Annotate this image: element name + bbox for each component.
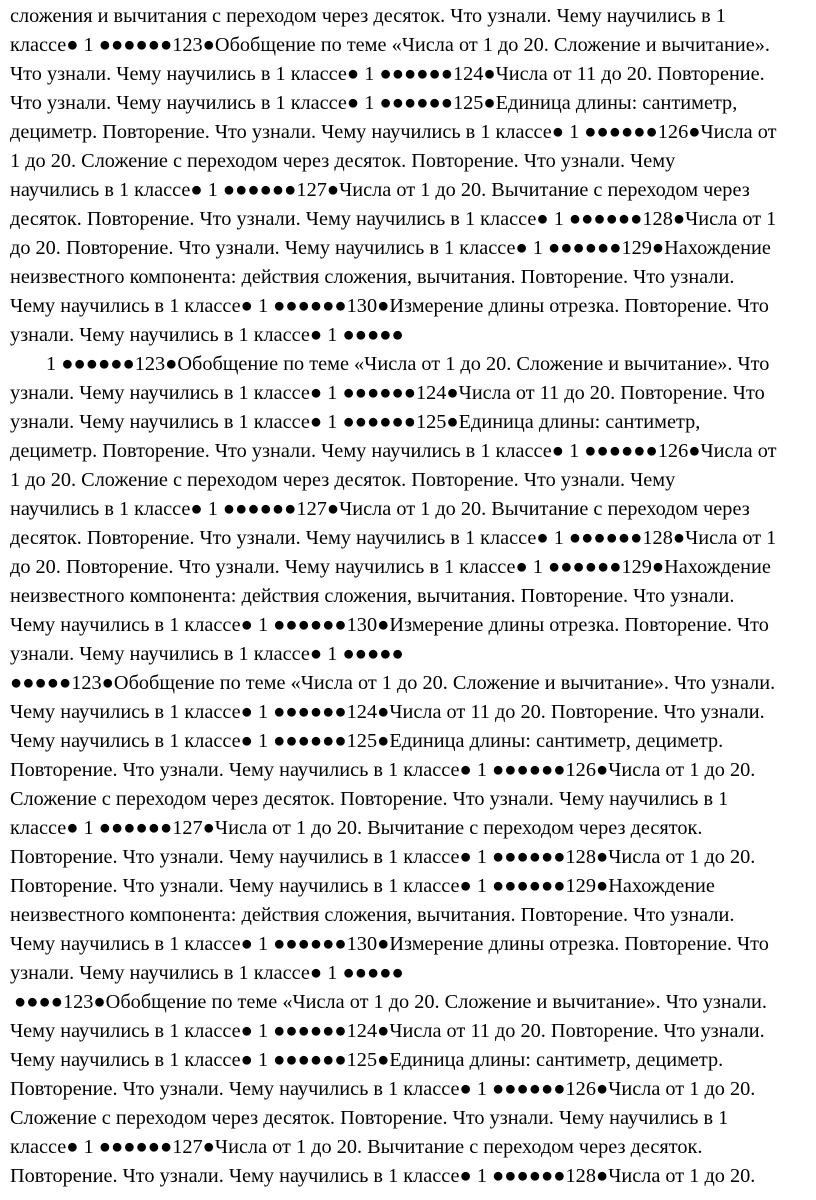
text-line: Чему научились в 1 классе● 1 ●●●●●●125●Единица длины: сантиметр, дециметр.	[10, 730, 724, 752]
text-line: Чему научились в 1 классе● 1 ●●●●●●125●Единица длины: сантиметр, дециметр.	[10, 1049, 724, 1071]
text-line: Повторение. Что узнали. Чему научились в 1 классе● 1 ●●●●●●126●Числа от 1 до 20.	[10, 759, 756, 781]
text-line: ●●●●123●Обобщение по теме «Числа от 1 до 20. Сложение и вычитание». Что узнали.	[14, 991, 767, 1013]
text-line: научились в 1 классе● 1 ●●●●●●127●Числа от 1 до 20. Вычитание с переходом через	[10, 179, 750, 201]
text-line: Чему научились в 1 классе● 1 ●●●●●●124●Числа от 11 до 20. Повторение. Что узнали.	[10, 1020, 765, 1042]
text-line: дециметр. Повторение. Что узнали. Чему научились в 1 классе● 1 ●●●●●●126●Числа от	[10, 121, 777, 143]
text-line: неизвестного компонента: действия сложения, вычитания. Повторение. Что узнали.	[10, 266, 735, 288]
text-line: Повторение. Что узнали. Чему научились в 1 классе● 1 ●●●●●●128●Числа от 1 до 20.	[10, 846, 756, 868]
text-line: узнали. Чему научились в 1 классе● 1 ●●●●●	[10, 324, 404, 346]
text-line: до 20. Повторение. Что узнали. Чему научились в 1 классе● 1 ●●●●●●129●Нахождение	[10, 556, 771, 578]
text-line: неизвестного компонента: действия сложения, вычитания. Повторение. Что узнали.	[10, 904, 735, 926]
text-line: Сложение с переходом через десяток. Повторение. Что узнали. Чему научились в 1	[10, 1107, 729, 1129]
text-line: Что узнали. Чему научились в 1 классе● 1 ●●●●●●124●Числа от 11 до 20. Повторение.	[10, 63, 765, 85]
text-line: до 20. Повторение. Что узнали. Чему научились в 1 классе● 1 ●●●●●●129●Нахождение	[10, 237, 771, 259]
text-line: узнали. Чему научились в 1 классе● 1 ●●●●●●124●Числа от 11 до 20. Повторение. Что	[10, 382, 765, 404]
text-line: Чему научились в 1 классе● 1 ●●●●●●124●Числа от 11 до 20. Повторение. Что узнали.	[10, 701, 765, 723]
text-line: десяток. Повторение. Что узнали. Чему научились в 1 классе● 1 ●●●●●●128●Числа от 1	[10, 208, 777, 230]
text-line: сложения и вычитания с переходом через десяток. Что узнали. Чему научились в 1	[10, 5, 726, 27]
text-line: ●●●●●123●Обобщение по теме «Числа от 1 до 20. Сложение и вычитание». Что узнали.	[10, 672, 776, 694]
text-line: Повторение. Что узнали. Чему научились в 1 классе● 1 ●●●●●●129●Нахождение	[10, 875, 715, 897]
text-line: научились в 1 классе● 1 ●●●●●●127●Числа от 1 до 20. Вычитание с переходом через	[10, 498, 750, 520]
text-line: классе● 1 ●●●●●●127●Числа от 1 до 20. Вычитание с переходом через десяток.	[10, 1136, 703, 1158]
text-line: 1 до 20. Сложение с переходом через десяток. Повторение. Что узнали. Чему	[10, 469, 676, 491]
text-line: неизвестного компонента: действия сложения, вычитания. Повторение. Что узнали.	[10, 585, 735, 607]
text-line: классе● 1 ●●●●●●127●Числа от 1 до 20. Вычитание с переходом через десяток.	[10, 817, 703, 839]
text-line: классе● 1 ●●●●●●123●Обобщение по теме «Числа от 1 до 20. Сложение и вычитание».	[10, 34, 770, 56]
text-line: Чему научились в 1 классе● 1 ●●●●●●130●Измерение длины отрезка. Повторение. Что	[10, 933, 769, 955]
text-line: узнали. Чему научились в 1 классе● 1 ●●●●●●125●Единица длины: сантиметр,	[10, 411, 701, 433]
text-line: Чему научились в 1 классе● 1 ●●●●●●130●Измерение длины отрезка. Повторение. Что	[10, 295, 769, 317]
document-page	[10, 0, 810, 1200]
text-line: Сложение с переходом через десяток. Повторение. Что узнали. Чему научились в 1	[10, 788, 729, 810]
text-line: 1 до 20. Сложение с переходом через десяток. Повторение. Что узнали. Чему	[10, 150, 676, 172]
text-line: узнали. Чему научились в 1 классе● 1 ●●●●●	[10, 643, 404, 665]
text-line: узнали. Чему научились в 1 классе● 1 ●●●●●	[10, 962, 404, 984]
text-line: Повторение. Что узнали. Чему научились в 1 классе● 1 ●●●●●●126●Числа от 1 до 20.	[10, 1078, 756, 1100]
text-line: 1 ●●●●●●123●Обобщение по теме «Числа от 1 до 20. Сложение и вычитание». Что	[46, 353, 770, 375]
text-line: дециметр. Повторение. Что узнали. Чему научились в 1 классе● 1 ●●●●●●126●Числа от	[10, 440, 777, 462]
text-line: Повторение. Что узнали. Чему научились в 1 классе● 1 ●●●●●●128●Числа от 1 до 20.	[10, 1165, 756, 1187]
text-line: Чему научились в 1 классе● 1 ●●●●●●130●Измерение длины отрезка. Повторение. Что	[10, 614, 769, 636]
text-line: Что узнали. Чему научились в 1 классе● 1 ●●●●●●125●Единица длины: сантиметр,	[10, 92, 738, 114]
text-line: десяток. Повторение. Что узнали. Чему научились в 1 классе● 1 ●●●●●●128●Числа от 1	[10, 527, 777, 549]
